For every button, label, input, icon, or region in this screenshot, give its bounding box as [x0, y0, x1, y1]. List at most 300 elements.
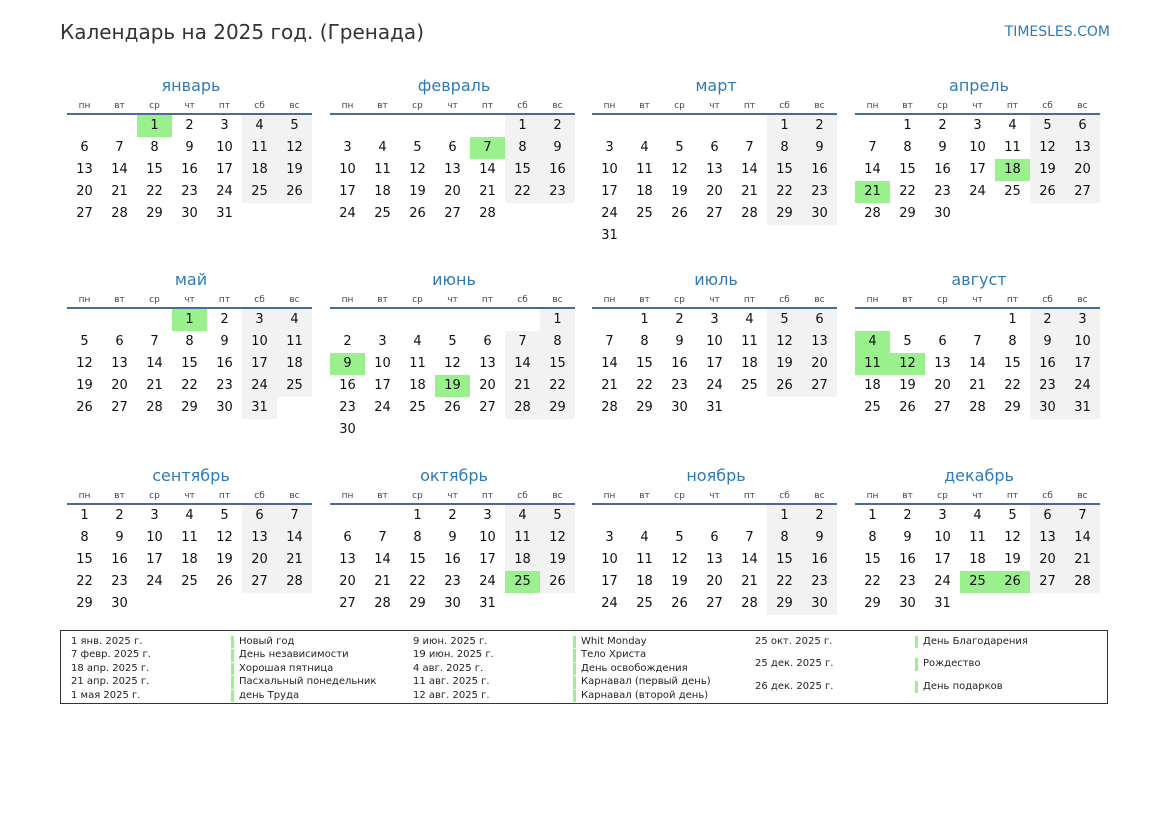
- day-cell: 22: [636, 378, 653, 393]
- weekday-header: пт: [207, 490, 242, 505]
- day-cell: 17: [146, 552, 163, 567]
- day-cell: 22: [409, 574, 426, 589]
- day-cell: 13: [242, 527, 277, 549]
- weekday-header: пн: [592, 100, 627, 115]
- day-cell: 13: [111, 356, 128, 371]
- day-cell: 28: [1065, 571, 1100, 593]
- weekday-header: ср: [137, 294, 172, 309]
- day-cell: 14: [1065, 527, 1100, 549]
- holiday-day-cell: 18: [995, 159, 1030, 181]
- day-cell: 6: [710, 530, 719, 545]
- day-cell: 13: [339, 552, 356, 567]
- day-cell: 20: [934, 378, 951, 393]
- day-cell: 24: [1065, 375, 1100, 397]
- day-cell: 18: [181, 552, 198, 567]
- day-cell: 7: [745, 140, 754, 155]
- weekday-header: чт: [172, 294, 207, 309]
- day-cell: 1: [1008, 312, 1017, 327]
- day-cell: 25: [864, 400, 881, 415]
- day-cell: 27: [1030, 571, 1065, 593]
- empty-cell: [697, 115, 732, 137]
- weekday-header: вт: [890, 294, 925, 309]
- day-cell: 11: [1004, 140, 1021, 155]
- day-cell: 16: [671, 356, 688, 371]
- holiday-date: 26 дек. 2025 г.: [755, 680, 834, 692]
- day-cell: 12: [409, 162, 426, 177]
- day-cell: 16: [802, 549, 837, 571]
- holiday-day-cell: 12: [890, 353, 925, 375]
- day-cell: 26: [767, 375, 802, 397]
- day-cell: 10: [216, 140, 233, 155]
- day-cell: 23: [111, 574, 128, 589]
- day-cell: 1: [903, 118, 912, 133]
- day-cell: 26: [444, 400, 461, 415]
- day-cell: 7: [1065, 505, 1100, 527]
- day-cell: 7: [277, 505, 312, 527]
- day-cell: 14: [864, 162, 881, 177]
- month-grid: [67, 97, 314, 225]
- day-cell: 11: [636, 552, 653, 567]
- day-cell: 14: [374, 552, 391, 567]
- month-name: июль: [694, 270, 738, 289]
- day-cell: 10: [969, 140, 986, 155]
- month-name: декабрь: [944, 466, 1014, 485]
- day-cell: 21: [601, 378, 618, 393]
- month-block: [331, 75, 577, 225]
- month-grid: [592, 97, 839, 247]
- day-cell: 2: [802, 115, 837, 137]
- day-cell: 28: [505, 397, 540, 419]
- day-cell: 24: [146, 574, 163, 589]
- day-cell: 18: [741, 356, 758, 371]
- day-cell: 12: [671, 162, 688, 177]
- day-cell: 4: [640, 530, 649, 545]
- day-cell: 19: [540, 549, 575, 571]
- day-cell: 27: [242, 571, 277, 593]
- day-cell: 7: [973, 334, 982, 349]
- day-cell: 20: [479, 378, 496, 393]
- weekday-header: вс: [802, 100, 837, 115]
- day-cell: 18: [409, 378, 426, 393]
- day-cell: 13: [802, 331, 837, 353]
- holiday-date: 19 июн. 2025 г.: [413, 649, 494, 661]
- day-cell: 21: [479, 184, 496, 199]
- day-cell: 29: [181, 400, 198, 415]
- month-grid: [592, 487, 839, 615]
- day-cell: 10: [601, 552, 618, 567]
- weekday-header: сб: [767, 490, 802, 505]
- weekday-header: пт: [207, 294, 242, 309]
- day-cell: 6: [242, 505, 277, 527]
- weekday-header: пт: [732, 490, 767, 505]
- day-cell: 18: [505, 549, 540, 571]
- weekday-header: сб: [1030, 490, 1065, 505]
- day-cell: 24: [216, 184, 233, 199]
- day-cell: 24: [242, 375, 277, 397]
- weekday-header: вс: [1065, 294, 1100, 309]
- day-cell: 19: [277, 159, 312, 181]
- holiday-name: День подарков: [915, 681, 1097, 693]
- day-cell: 3: [605, 140, 614, 155]
- empty-cell: [732, 505, 767, 527]
- empty-cell: [470, 309, 505, 331]
- month-name: июнь: [432, 270, 476, 289]
- page-title: Календарь на 2025 год. (Гренада): [60, 20, 424, 44]
- day-cell: 16: [540, 159, 575, 181]
- day-cell: 15: [505, 159, 540, 181]
- day-cell: 13: [479, 356, 496, 371]
- day-cell: 28: [864, 206, 881, 221]
- site-link[interactable]: TIMESLES.COM: [1004, 24, 1110, 40]
- day-cell: 3: [710, 312, 719, 327]
- day-cell: 30: [934, 206, 951, 221]
- day-cell: 11: [181, 530, 198, 545]
- month-block: [593, 269, 839, 419]
- weekday-header: чт: [172, 100, 207, 115]
- empty-cell: [855, 309, 890, 331]
- legend-column: [755, 636, 1097, 703]
- weekday-header: сб: [242, 100, 277, 115]
- day-cell: 10: [934, 530, 951, 545]
- legend-column: [413, 636, 755, 703]
- weekday-header: сб: [242, 294, 277, 309]
- weekday-header: вт: [365, 100, 400, 115]
- month-name: май: [174, 270, 208, 289]
- day-cell: 4: [378, 140, 387, 155]
- day-cell: 19: [899, 378, 916, 393]
- empty-cell: [505, 309, 540, 331]
- day-cell: 8: [640, 334, 649, 349]
- day-cell: 2: [343, 334, 352, 349]
- day-cell: 5: [1030, 115, 1065, 137]
- month-block: [331, 465, 577, 615]
- weekday-header: пн: [67, 294, 102, 309]
- day-cell: 6: [938, 334, 947, 349]
- day-cell: 23: [934, 184, 951, 199]
- day-cell: 3: [378, 334, 387, 349]
- day-cell: 19: [671, 184, 688, 199]
- day-cell: 18: [277, 353, 312, 375]
- day-cell: 15: [409, 552, 426, 567]
- day-cell: 14: [601, 356, 618, 371]
- holiday-name: Карнавал (второй день): [573, 690, 755, 702]
- day-cell: 21: [111, 184, 128, 199]
- day-cell: 13: [706, 552, 723, 567]
- day-cell: 10: [146, 530, 163, 545]
- weekday-header: сб: [505, 100, 540, 115]
- weekday-header: вс: [1065, 490, 1100, 505]
- holiday-name: Рождество: [915, 658, 1097, 670]
- day-cell: 27: [1065, 181, 1100, 203]
- weekday-header: вт: [627, 490, 662, 505]
- day-cell: 13: [934, 356, 951, 371]
- day-cell: 9: [220, 334, 229, 349]
- day-cell: 6: [1030, 505, 1065, 527]
- day-cell: 6: [802, 309, 837, 331]
- day-cell: 20: [444, 184, 461, 199]
- weekday-header: вс: [277, 490, 312, 505]
- month-grid: [855, 97, 1102, 225]
- month-grid: [855, 291, 1102, 419]
- day-cell: 22: [76, 574, 93, 589]
- day-cell: 23: [899, 574, 916, 589]
- day-cell: 16: [934, 162, 951, 177]
- day-cell: 11: [277, 331, 312, 353]
- holiday-date: 7 февр. 2025 г.: [71, 649, 151, 661]
- weekday-header: чт: [697, 490, 732, 505]
- day-cell: 31: [242, 397, 277, 419]
- day-cell: 2: [448, 508, 457, 523]
- day-cell: 9: [903, 530, 912, 545]
- weekday-header: пн: [592, 294, 627, 309]
- empty-cell: [365, 505, 400, 527]
- day-cell: 6: [343, 530, 352, 545]
- weekday-header: пн: [67, 490, 102, 505]
- day-cell: 19: [76, 378, 93, 393]
- month-block: [593, 465, 839, 615]
- empty-cell: [925, 309, 960, 331]
- weekday-header: вт: [365, 294, 400, 309]
- weekday-header: пн: [855, 490, 890, 505]
- day-cell: 23: [1030, 375, 1065, 397]
- day-cell: 18: [374, 184, 391, 199]
- day-cell: 25: [1004, 184, 1021, 199]
- day-cell: 8: [868, 530, 877, 545]
- day-cell: 4: [973, 508, 982, 523]
- day-cell: 16: [339, 378, 356, 393]
- day-cell: 26: [540, 571, 575, 593]
- weekday-header: чт: [435, 100, 470, 115]
- day-cell: 23: [802, 181, 837, 203]
- day-cell: 22: [540, 375, 575, 397]
- day-cell: 28: [374, 596, 391, 611]
- day-cell: 9: [802, 527, 837, 549]
- day-cell: 16: [111, 552, 128, 567]
- weekday-header: чт: [960, 100, 995, 115]
- day-cell: 9: [540, 137, 575, 159]
- day-cell: 22: [505, 181, 540, 203]
- empty-cell: [627, 505, 662, 527]
- day-cell: 28: [146, 400, 163, 415]
- empty-cell: [662, 505, 697, 527]
- day-cell: 6: [448, 140, 457, 155]
- month-name: февраль: [417, 76, 491, 95]
- day-cell: 23: [181, 184, 198, 199]
- day-cell: 29: [767, 203, 802, 225]
- weekday-header: пт: [470, 100, 505, 115]
- day-cell: 4: [745, 312, 754, 327]
- day-cell: 14: [146, 356, 163, 371]
- day-cell: 8: [1008, 334, 1017, 349]
- holiday-name: Тело Христа: [573, 649, 755, 661]
- day-cell: 12: [216, 530, 233, 545]
- weekday-header: чт: [697, 100, 732, 115]
- day-cell: 8: [767, 137, 802, 159]
- day-cell: 19: [767, 353, 802, 375]
- month-grid: [855, 487, 1102, 615]
- month-name: ноябрь: [686, 466, 746, 485]
- day-cell: 3: [242, 309, 277, 331]
- day-cell: 29: [1004, 400, 1021, 415]
- day-cell: 17: [479, 552, 496, 567]
- empty-cell: [662, 115, 697, 137]
- day-cell: 21: [741, 184, 758, 199]
- day-cell: 10: [1065, 331, 1100, 353]
- month-block: [331, 269, 577, 441]
- day-cell: 12: [540, 527, 575, 549]
- empty-cell: [330, 505, 365, 527]
- day-cell: 11: [969, 530, 986, 545]
- day-cell: 30: [339, 422, 356, 437]
- day-cell: 30: [802, 593, 837, 615]
- weekday-header: пн: [330, 490, 365, 505]
- day-cell: 29: [540, 397, 575, 419]
- day-cell: 30: [111, 596, 128, 611]
- holiday-name: День Благодарения: [915, 636, 1097, 648]
- day-cell: 8: [80, 530, 89, 545]
- day-cell: 15: [767, 159, 802, 181]
- day-cell: 6: [115, 334, 124, 349]
- month-grid: [330, 97, 577, 225]
- day-cell: 4: [413, 334, 422, 349]
- empty-cell: [697, 505, 732, 527]
- holiday-name: Пасхальный понедельник: [231, 676, 413, 688]
- day-cell: 7: [115, 140, 124, 155]
- day-cell: 7: [150, 334, 159, 349]
- weekday-header: ср: [662, 100, 697, 115]
- day-cell: 20: [76, 184, 93, 199]
- holiday-date: 4 авг. 2025 г.: [413, 662, 484, 674]
- month-name: сентябрь: [152, 466, 230, 485]
- day-cell: 15: [181, 356, 198, 371]
- day-cell: 21: [1065, 549, 1100, 571]
- day-cell: 23: [802, 571, 837, 593]
- day-cell: 5: [220, 508, 229, 523]
- holiday-date: 21 апр. 2025 г.: [71, 676, 150, 688]
- empty-cell: [67, 309, 102, 331]
- day-cell: 2: [903, 508, 912, 523]
- day-cell: 4: [242, 115, 277, 137]
- day-cell: 30: [1030, 397, 1065, 419]
- empty-cell: [330, 309, 365, 331]
- day-cell: 5: [413, 140, 422, 155]
- month-name: апрель: [949, 76, 1009, 95]
- day-cell: 21: [969, 378, 986, 393]
- day-cell: 17: [969, 162, 986, 177]
- day-cell: 14: [741, 552, 758, 567]
- day-cell: 27: [706, 206, 723, 221]
- day-cell: 20: [1065, 159, 1100, 181]
- weekday-header: ср: [137, 100, 172, 115]
- day-cell: 9: [185, 140, 194, 155]
- day-cell: 12: [1004, 530, 1021, 545]
- day-cell: 24: [601, 596, 618, 611]
- day-cell: 23: [540, 181, 575, 203]
- empty-cell: [435, 115, 470, 137]
- weekday-header: ср: [400, 294, 435, 309]
- day-cell: 30: [216, 400, 233, 415]
- day-cell: 1: [540, 309, 575, 331]
- holiday-name: Хорошая пятница: [231, 663, 413, 675]
- day-cell: 2: [675, 312, 684, 327]
- empty-cell: [102, 115, 137, 137]
- legend-column: [71, 636, 413, 703]
- day-cell: 17: [374, 378, 391, 393]
- day-cell: 6: [1065, 115, 1100, 137]
- day-cell: 27: [76, 206, 93, 221]
- weekday-header: пт: [470, 294, 505, 309]
- weekday-header: сб: [242, 490, 277, 505]
- day-cell: 3: [343, 140, 352, 155]
- weekday-header: вс: [802, 294, 837, 309]
- day-cell: 10: [339, 162, 356, 177]
- weekday-header: пт: [995, 100, 1030, 115]
- day-cell: 3: [1065, 309, 1100, 331]
- day-cell: 8: [903, 140, 912, 155]
- day-cell: 17: [242, 353, 277, 375]
- day-cell: 17: [706, 356, 723, 371]
- day-cell: 20: [111, 378, 128, 393]
- month-grid: [67, 487, 314, 615]
- holiday-date: 25 дек. 2025 г.: [755, 658, 834, 670]
- day-cell: 20: [339, 574, 356, 589]
- holiday-day-cell: 21: [855, 181, 890, 203]
- day-cell: 30: [899, 596, 916, 611]
- month-grid: [330, 487, 577, 615]
- day-cell: 6: [710, 140, 719, 155]
- day-cell: 19: [409, 184, 426, 199]
- day-cell: 25: [409, 400, 426, 415]
- day-cell: 12: [1030, 137, 1065, 159]
- day-cell: 2: [115, 508, 124, 523]
- day-cell: 29: [767, 593, 802, 615]
- day-cell: 13: [1030, 527, 1065, 549]
- empty-cell: [365, 115, 400, 137]
- month-name: август: [951, 270, 1007, 289]
- day-cell: 28: [479, 206, 496, 221]
- holiday-day-cell: 25: [505, 571, 540, 593]
- day-cell: 8: [413, 530, 422, 545]
- empty-cell: [732, 115, 767, 137]
- day-cell: 15: [636, 356, 653, 371]
- day-cell: 10: [706, 334, 723, 349]
- day-cell: 27: [802, 375, 837, 397]
- holiday-day-cell: 11: [855, 353, 890, 375]
- day-cell: 9: [115, 530, 124, 545]
- holiday-date: 1 янв. 2025 г.: [71, 636, 143, 647]
- empty-cell: [102, 309, 137, 331]
- day-cell: 26: [1030, 181, 1065, 203]
- day-cell: 19: [1004, 552, 1021, 567]
- day-cell: 4: [277, 309, 312, 331]
- empty-cell: [592, 309, 627, 331]
- day-cell: 16: [181, 162, 198, 177]
- weekday-header: пн: [855, 294, 890, 309]
- day-cell: 9: [675, 334, 684, 349]
- day-cell: 4: [640, 140, 649, 155]
- day-cell: 24: [706, 378, 723, 393]
- weekday-header: пт: [995, 490, 1030, 505]
- holiday-name: День независимости: [231, 649, 413, 661]
- day-cell: 29: [636, 400, 653, 415]
- holiday-day-cell: 25: [960, 571, 995, 593]
- day-cell: 14: [505, 353, 540, 375]
- weekday-header: ср: [662, 294, 697, 309]
- weekday-header: вт: [365, 490, 400, 505]
- holiday-name: Whit Monday: [573, 636, 755, 648]
- day-cell: 27: [479, 400, 496, 415]
- day-cell: 7: [605, 334, 614, 349]
